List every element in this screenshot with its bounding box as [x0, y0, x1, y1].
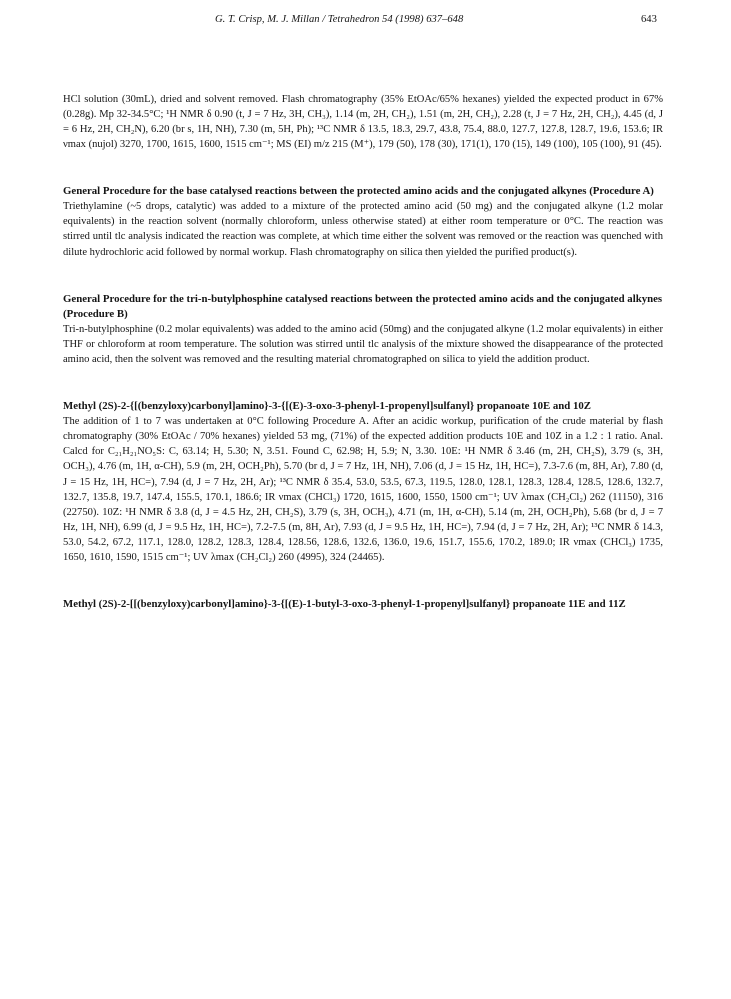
section-heading-compound-10: Methyl (2S)-2-{[(benzyloxy)carbonyl]amino}-3-{[(E)-3-oxo-3-phenyl-1-propenyl]sulfanyl} propanoate 10E and 10Z: [63, 400, 591, 413]
continuation-paragraph: HCl solution (30mL), dried and solvent removed. Flash chromatography (35% EtOAc/65% hexanes) yielded the expected product in 67% (0.28g). Mp 32-34.5°C; ¹H NMR δ 0.90 (t, J = 7 Hz, 3H, CH₃), 1.14 (m, 2H, CH₂), 1.51 (m, 2H, CH₂), 2.28 (t, J = 7 Hz, 2H, CH₂), 4.45 (d, J = 6 Hz, 2H, CH₂N), 6.20 (br s, 1H, NH), 7.30 (m, 5H, Ph); ¹³C NMR δ 13.5, 18.3, 29.7, 43.8, 75.4, 88.0, 127.7, 127.8, 128.7, 19.6, 153.6; IR νmax (nujol) 3270, 1700, 1615, 1600, 1515 cm⁻¹; MS (EI) m/z 215 (M⁺), 179 (50), 178 (30), 171(1), 170 (15), 149 (100), 105 (100), 91 (45).: [63, 94, 663, 151]
section-text-procedure-a: Triethylamine (~5 drops, catalytic) was added to a mixture of the protected amino acid (50 mg) and the conjugated alkyne (1.2 molar equivalents) in the reaction solvent (normally chloroform, unless otherwise stated) at either room temperature or 0°C. The reaction was stirred until tlc analysis indicated the reaction was complete, at which time either the solvent was removed or the reaction was quenched with dilute hydrochloric acid followed by normal workup. Flash chromatography on silica then yielded the purified product(s).: [63, 201, 663, 258]
section-heading-procedure-b: General Procedure for the tri-n-butylphosphine catalysed reactions between the protected amino acids and the conjugated alkynes (Procedure B): [63, 292, 663, 320]
section-heading-compound-11: Methyl (2S)-2-[[(benzyloxy)carbonyl]amino}-3-{[(E)-1-butyl-3-oxo-3-phenyl-1-propenyl]sulfanyl} propanoate 11E and 11Z: [63, 597, 626, 610]
page-header: [0, 14, 731, 32]
section-text-procedure-b: Tri-n-butylphosphine (0.2 molar equivalents) was added to the amino acid (50mg) and the conjugated alkyne (1.2 molar equivalents) in either THF or chloroform at room temperature. The solution was stirred until tlc analysis of the mixture showed the disappearance of the protected amino acid, then the solvent was removed and the resulting material chromatographed on silica to yield the addition product.: [63, 323, 663, 366]
section-heading-procedure-a: General Procedure for the base catalysed reactions between the protected amino acids and the conjugated alkynes (Procedure A): [63, 185, 654, 198]
running-head: G. T. Crisp, M. J. Millan / Tetrahedron 54 (1998) 637–648: [215, 14, 464, 25]
section-text-compound-10: The addition of 1 to 7 was undertaken at 0°C following Procedure A. After an acidic workup, purification of the crude material by flash chromatography (30% EtOAc / 70% hexanes) yielded 53 mg, (71%) of the expected addition products 10E and 10Z in a 1.2 : 1 ratio. Anal. Calcd for C₂₁H₂₁NO₅S: C, 63.14; H, 5.30; N, 3.51. Found C, 62.98; H, 5.9; N, 3.30. 10E: ¹H NMR δ 3.46 (m, 2H, CH₂S), 3.79 (s, 3H, OCH₃), 4.76 (m, 1H, α-CH), 5.9 (m, 2H, OCH₂Ph), 5.70 (br d, J = 7 Hz, 1H, NH), 7.06 (d, J = 15 Hz, 1H, HC=), 7.3-7.6 (m, 8H, Ar), 7.80 (d, J = 15 Hz, 1H, HC=), 7.94 (d, J = 7 Hz, 2H, Ar); ¹³C NMR δ 35.4, 53.0, 53.5, 67.3, 119.5, 128.0, 128.1, 128.3, 128.4, 128.5, 128.6, 132.7, 132.7, 135.8, 19.7, 147.4, 155.5, 170.1, 186.6; IR νmax (CHCl₃) 1720, 1615, 1600, 1550, 1500 cm⁻¹; UV λmax (CH₂Cl₂) 262 (11150), 316 (22750). 10Z: ¹H NMR δ 3.8 (d, J = 4.5 Hz, 2H, CH₂S), 3.79 (s, 3H, OCH₃), 4.71 (m, 1H, α-CH), 5.14 (m, 2H, OCH₂Ph), 5.68 (br d, J = 7 Hz, 1H, NH), 6.99 (d, J = 9.5 Hz, 1H, HC=), 7.2-7.5 (m, 8H, Ar), 7.93 (d, J = 9.5 Hz, 1H, HC=), 7.94 (d, J = 7 Hz, 2H, Ar); ¹³C NMR δ 14.3, 53.0, 54.2, 67.2, 117.1, 128.0, 128.2, 128.3, 128.4, 128.56, 128.6, 132.6, 136.0, 19.6, 151.7, 155.6, 170.2, 189.0; IR νmax (CHCl₃) 1735, 1650, 1610, 1590, 1515 cm⁻¹; UV λmax (CH₂Cl₂) 260 (4995), 324 (24465).: [63, 416, 663, 563]
page-number: 643: [641, 14, 657, 25]
page-body: [63, 92, 663, 612]
